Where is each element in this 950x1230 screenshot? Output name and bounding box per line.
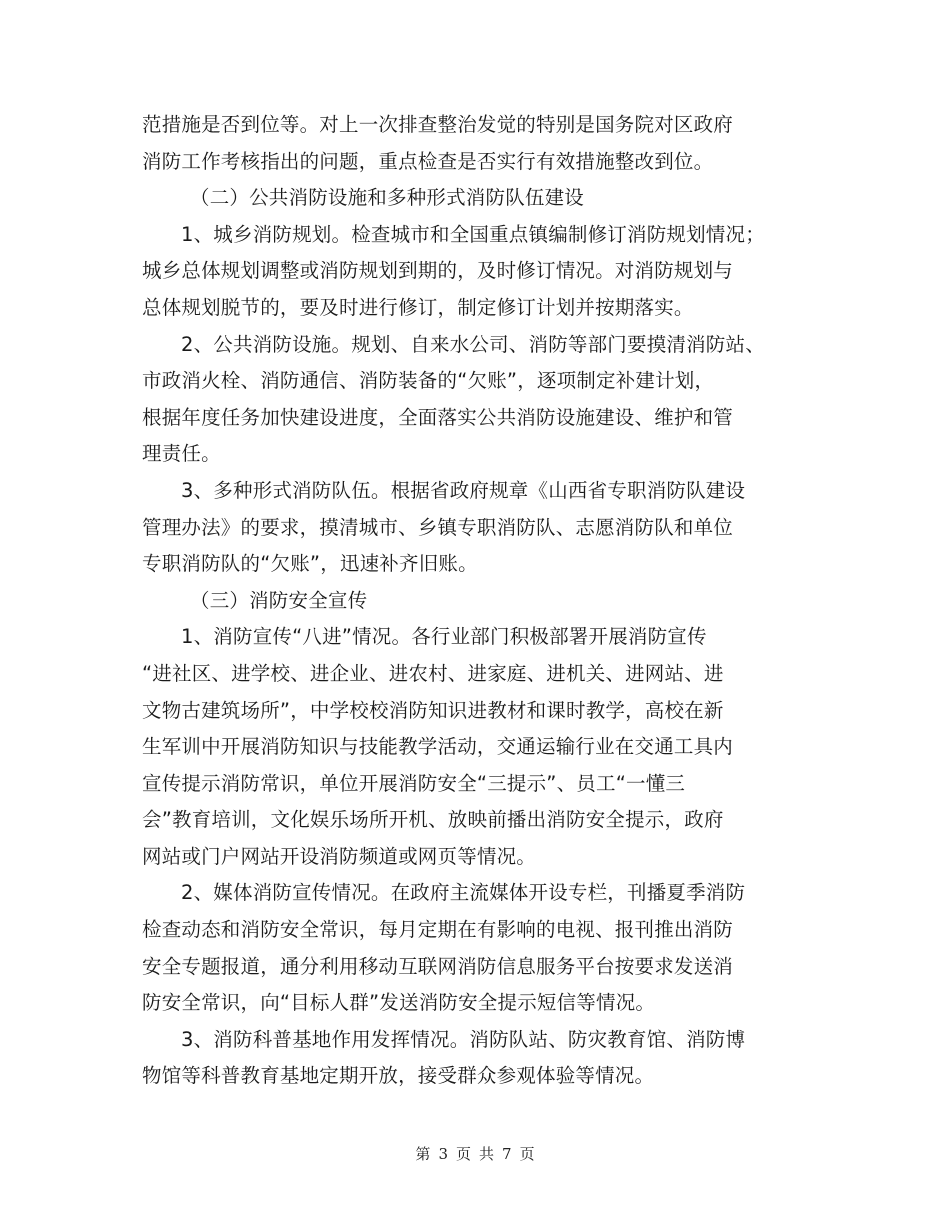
footer-current-page: 3 bbox=[438, 1145, 448, 1163]
text-line: 宣传提示消防常识，单位开展消防安全“三提示”、员工“一懂三 bbox=[142, 771, 686, 795]
footer-prefix: 第 bbox=[415, 1145, 431, 1163]
footer-page-word: 页 bbox=[455, 1145, 471, 1163]
text-line: 管理办法》的要求，摸清城市、乡镇专职消防队、志愿消防队和单位 bbox=[142, 515, 734, 539]
text-line: 3、消防科普基地作用发挥情况。消防队站、防灾教育馆、消防博 bbox=[181, 1027, 746, 1051]
text-line: 3、多种形式消防队伍。根据省政府规章《山西省专职消防队建设 bbox=[181, 478, 746, 502]
footer-suffix: 页 bbox=[519, 1145, 535, 1163]
text-line: 物馆等科普教育基地定期开放，接受群众参观体验等情况。 bbox=[142, 1064, 655, 1088]
text-line: 总体规划脱节的，要及时进行修订，制定修订计划并按期落实。 bbox=[142, 295, 694, 319]
text-line: 消防工作考核指出的问题，重点检查是否实行有效措施整改到位。 bbox=[142, 149, 714, 173]
text-line: 防安全常识，向“目标人群”发送消防安全提示短信等情况。 bbox=[142, 991, 656, 1015]
text-line: 安全专题报道，通分利用移动互联网消防信息服务平台按要求发送消 bbox=[142, 954, 734, 978]
text-line: 范措施是否到位等。对上一次排查整治发觉的特别是国务院对区政府 bbox=[142, 113, 734, 136]
text-line: 1、消防宣传“八进”情况。各行业部门积极部署开展消防宣传 bbox=[181, 625, 707, 649]
text-line: “进社区、进学校、进企业、进农村、进家庭、进机关、进网站、进 bbox=[142, 661, 724, 685]
section-heading: （三）消防安全宣传 bbox=[190, 588, 368, 612]
text-line: 专职消防队的“欠账”，迅速补齐旧账。 bbox=[142, 552, 478, 576]
text-line: 市政消火栓、消防通信、消防装备的“欠账”，逐项制定补建计划， bbox=[142, 369, 715, 393]
footer-total-pages: 7 bbox=[502, 1145, 512, 1163]
document-body bbox=[142, 107, 814, 1095]
text-line: 生军训中开展消防知识与技能教学活动，交通运输行业在交通工具内 bbox=[142, 735, 734, 759]
section-heading: （二）公共消防设施和多种形式消防队伍建设 bbox=[190, 186, 585, 210]
text-line: 1、城乡消防规划。检查城市和全国重点镇编制修订消防规划情况； bbox=[181, 222, 765, 246]
text-line: 检查动态和消防安全常识，每月定期在有影响的电视、报刊推出消防 bbox=[142, 918, 734, 942]
text-line: 文物古建筑场所”，中学校校消防知识进教材和课时教学，高校在新 bbox=[142, 698, 724, 722]
text-line: 会”教育培训，文化娱乐场所开机、放映前播出消防安全提示，政府 bbox=[142, 808, 724, 832]
text-line: 理责任。 bbox=[142, 442, 221, 466]
text-line: 根据年度任务加快建设进度，全面落实公共消防设施建设、维护和管 bbox=[142, 405, 734, 429]
page-footer bbox=[0, 1143, 950, 1164]
text-line: 城乡总体规划调整或消防规划到期的，及时修订情况。对消防规划与 bbox=[142, 259, 734, 283]
footer-total-word: 共 bbox=[479, 1145, 495, 1163]
text-line: 2、媒体消防宣传情况。在政府主流媒体开设专栏，刊播夏季消防 bbox=[181, 881, 746, 905]
text-line: 网站或门户网站开设消防频道或网页等情况。 bbox=[142, 844, 537, 868]
text-line: 2、公共消防设施。规划、自来水公司、消防等部门要摸清消防站、 bbox=[181, 332, 765, 356]
